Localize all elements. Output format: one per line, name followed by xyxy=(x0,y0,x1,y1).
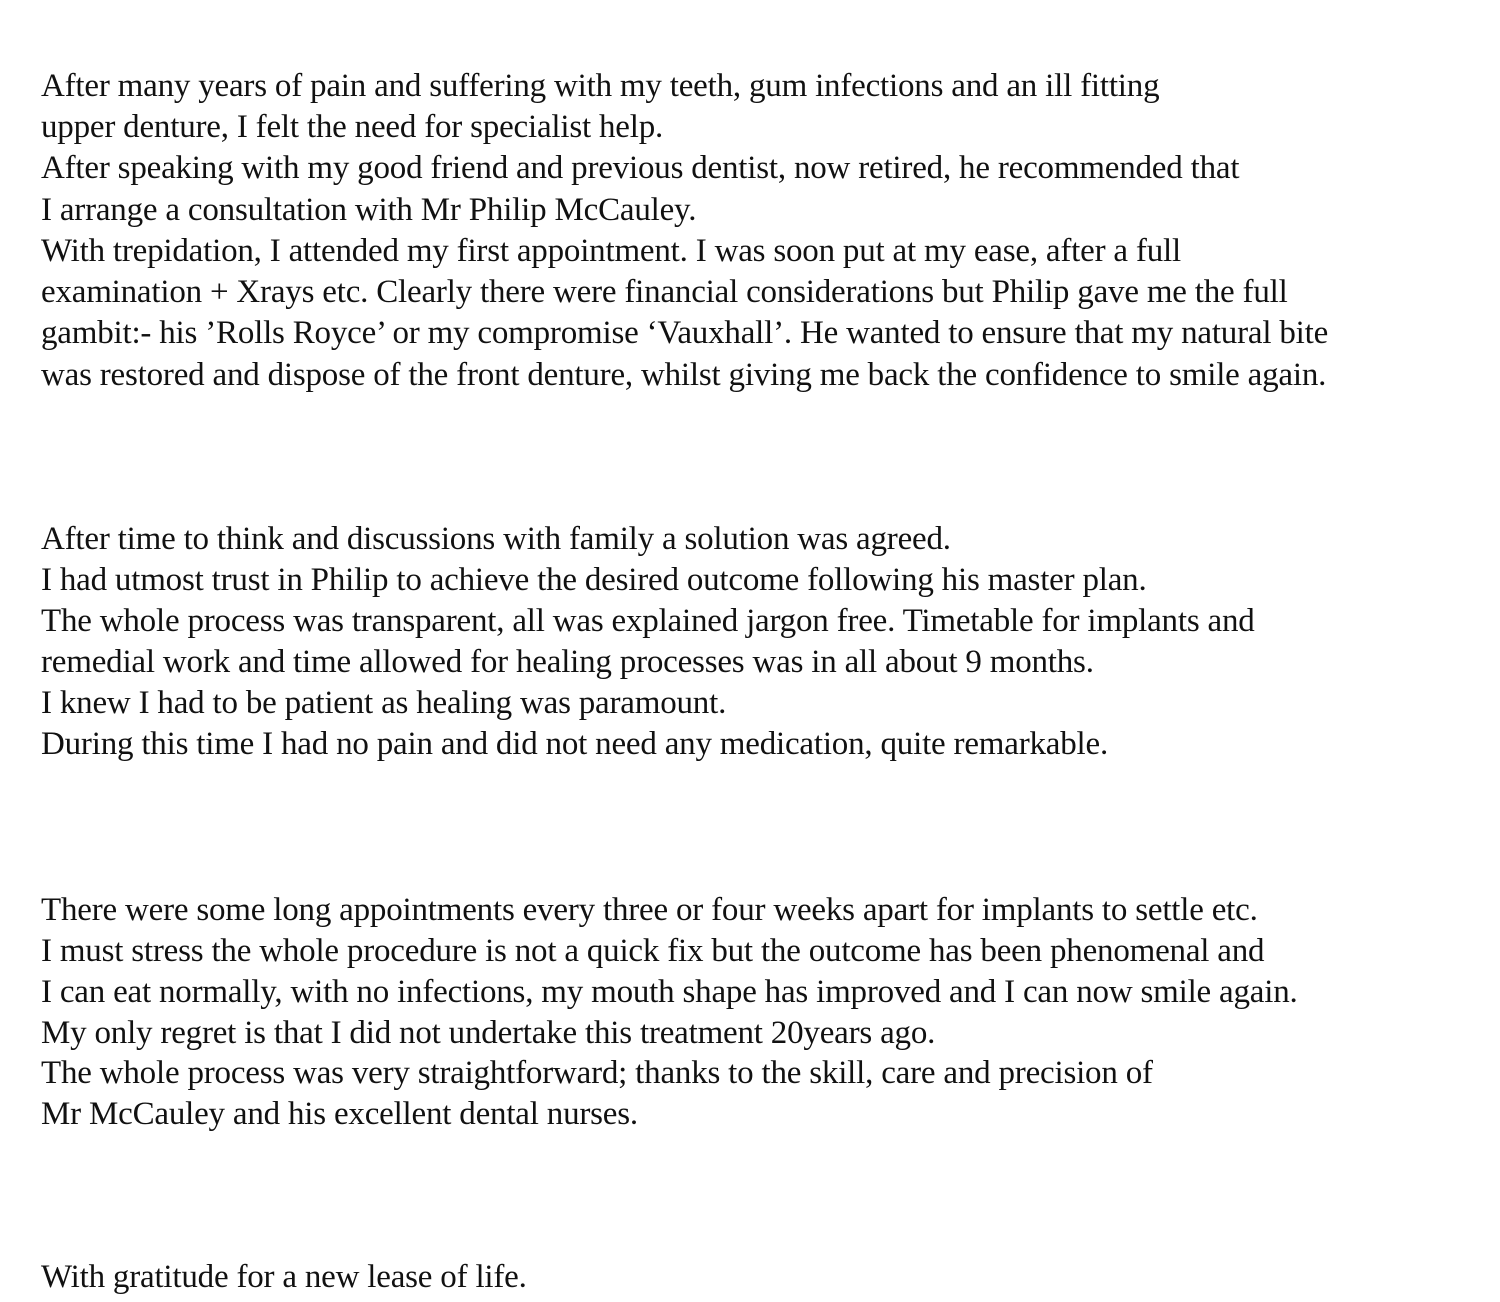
text-line: My only regret is that I did not undertake this treatment 20years ago. xyxy=(41,1015,936,1051)
closing-line: With gratitude for a new lease of life. xyxy=(41,1259,527,1295)
text-line: Mr McCauley and his excellent dental nurses. xyxy=(41,1096,638,1132)
text-line: After time to think and discussions with family a solution was agreed. xyxy=(41,521,951,557)
text-line: During this time I had no pain and did not need any medication, quite remarkable. xyxy=(41,726,1108,762)
text-line: After many years of pain and suffering with my teeth, gum infections and an ill fitting xyxy=(41,68,1160,104)
text-line: I arrange a consultation with Mr Philip McCauley. xyxy=(41,192,697,228)
text-line: With trepidation, I attended my first appointment. I was soon put at my ease, after a full xyxy=(41,233,1181,269)
text-line: was restored and dispose of the front denture, whilst giving me back the confidence to smile again. xyxy=(41,357,1327,393)
text-line: examination + Xrays etc. Clearly there were financial considerations but Philip gave me the full xyxy=(41,274,1288,310)
text-line: upper denture, I felt the need for specialist help. xyxy=(41,109,664,145)
text-line: After speaking with my good friend and previous dentist, now retired, he recommended that xyxy=(41,150,1240,186)
text-line: I knew I had to be patient as healing was paramount. xyxy=(41,685,727,721)
text-line: I must stress the whole procedure is not a quick fix but the outcome has been phenomenal and xyxy=(41,933,1265,969)
text-line: The whole process was transparent, all was explained jargon free. Timetable for implants and xyxy=(41,603,1255,639)
text-line: There were some long appointments every three or four weeks apart for implants to settle etc. xyxy=(41,892,1258,928)
text-line: I had utmost trust in Philip to achieve the desired outcome following his master plan. xyxy=(41,562,1147,598)
text-line: remedial work and time allowed for healing processes was in all about 9 months. xyxy=(41,644,1094,680)
text-line: I can eat normally, with no infections, my mouth shape has improved and I can now smile again. xyxy=(41,974,1298,1010)
text-line: gambit:- his ’Rolls Royce’ or my compromise ‘Vauxhall’. He wanted to ensure that my natural bite xyxy=(41,315,1329,351)
text-line: The whole process was very straightforward; thanks to the skill, care and precision of xyxy=(41,1055,1153,1091)
